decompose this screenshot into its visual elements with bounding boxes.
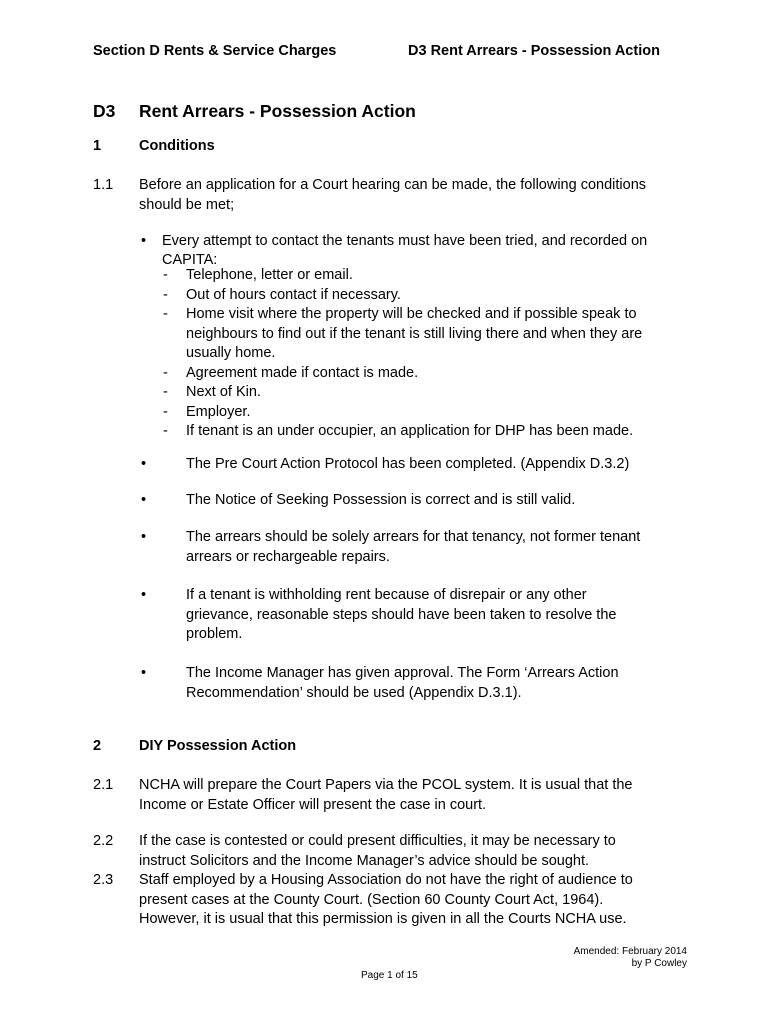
dash-item: Agreement made if contact is made. xyxy=(186,364,419,381)
page-number: Page 1 of 15 xyxy=(361,970,418,981)
bullet-4-line-2: arrears or rechargeable repairs. xyxy=(186,548,390,565)
paragraph-1-1-line-2: should be met; xyxy=(139,196,235,213)
dash-icon: - xyxy=(163,364,168,381)
header-section-label: Section D Rents & Service Charges xyxy=(93,43,337,59)
paragraph-2-1-line-1: NCHA will prepare the Court Papers via the PCOL system. It is usual that the xyxy=(139,777,633,793)
section-1-heading: Conditions xyxy=(139,138,215,154)
bullet-icon: • xyxy=(141,665,147,681)
paragraph-number: 2.2 xyxy=(93,833,114,849)
paragraph-1-1-line-1: Before an application for a Court hearing can be made, the following conditions xyxy=(139,177,647,193)
section-1-number: 1 xyxy=(93,138,102,154)
section-2-number: 2 xyxy=(93,738,102,754)
dash-item: Next of Kin. xyxy=(186,384,261,400)
bullet-icon: • xyxy=(141,492,147,508)
paragraph-number: 2.1 xyxy=(93,777,114,793)
bullet-5-line-1: If a tenant is withholding rent because of disrepair or any other xyxy=(186,587,587,603)
bullet-1-line-2: CAPITA: xyxy=(162,252,218,268)
paragraph-2-1-line-2: Income or Estate Officer will present the case in court. xyxy=(139,796,487,813)
bullet-icon: • xyxy=(141,456,147,472)
paragraph-number: 2.3 xyxy=(93,872,114,888)
bullet-5-line-2: grievance, reasonable steps should have been taken to resolve the xyxy=(186,606,617,623)
paragraph-2-3-line-2: present cases at the County Court. (Section 60 County Court Act, 1964). xyxy=(139,891,604,908)
dash-item: Employer. xyxy=(186,403,251,420)
paragraph-2-3-line-1: Staff employed by a Housing Association do not have the right of audience to xyxy=(139,872,633,888)
paragraph-2-3-line-3: However, it is usual that this permission is given in all the Courts NCHA use. xyxy=(139,911,627,927)
paragraph-2-2-line-1: If the case is contested or could present difficulties, it may be necessary to xyxy=(139,833,616,849)
dash-icon: - xyxy=(163,423,168,439)
bullet-6-line-1: The Income Manager has given approval. The Form ‘Arrears Action xyxy=(186,665,619,681)
dash-item: Home visit where the property will be checked and if possible speak to xyxy=(186,306,637,322)
amended-author: by P Cowley xyxy=(631,958,687,969)
dash-item: If tenant is an under occupier, an application for DHP has been made. xyxy=(186,423,634,439)
dash-icon: - xyxy=(163,267,168,283)
title-number: D3 xyxy=(93,101,116,121)
dash-item-continued: usually home. xyxy=(186,345,276,361)
amended-date: Amended: February 2014 xyxy=(573,946,687,957)
bullet-icon: • xyxy=(141,233,147,249)
page-title: Rent Arrears - Possession Action xyxy=(139,101,416,121)
bullet-icon: • xyxy=(141,529,147,545)
header-document-title: D3 Rent Arrears - Possession Action xyxy=(408,43,660,59)
bullet-icon: • xyxy=(141,587,147,603)
dash-icon: - xyxy=(163,306,168,322)
dash-item: Out of hours contact if necessary. xyxy=(186,286,401,303)
dash-item: Telephone, letter or email. xyxy=(186,267,353,283)
bullet-2: The Pre Court Action Protocol has been completed. (Appendix D.3.2) xyxy=(186,456,630,472)
dash-icon: - xyxy=(163,286,168,303)
bullet-3: The Notice of Seeking Possession is correct and is still valid. xyxy=(186,492,576,508)
paragraph-2-2-line-2: instruct Solicitors and the Income Manager’s advice should be sought. xyxy=(139,852,590,869)
bullet-4-line-1: The arrears should be solely arrears for that tenancy, not former tenant xyxy=(186,529,641,545)
paragraph-number: 1.1 xyxy=(93,177,114,193)
bullet-1-line-1: Every attempt to contact the tenants must have been tried, and recorded on xyxy=(162,233,648,249)
dash-icon: - xyxy=(163,384,168,400)
bullet-6-line-2: Recommendation’ should be used (Appendix D.3.1). xyxy=(186,684,522,701)
bullet-5-line-3: problem. xyxy=(186,626,243,642)
section-2-heading: DIY Possession Action xyxy=(139,738,297,754)
dash-icon: - xyxy=(163,403,168,420)
dash-item-continued: neighbours to find out if the tenant is still living there and when they are xyxy=(186,325,643,342)
